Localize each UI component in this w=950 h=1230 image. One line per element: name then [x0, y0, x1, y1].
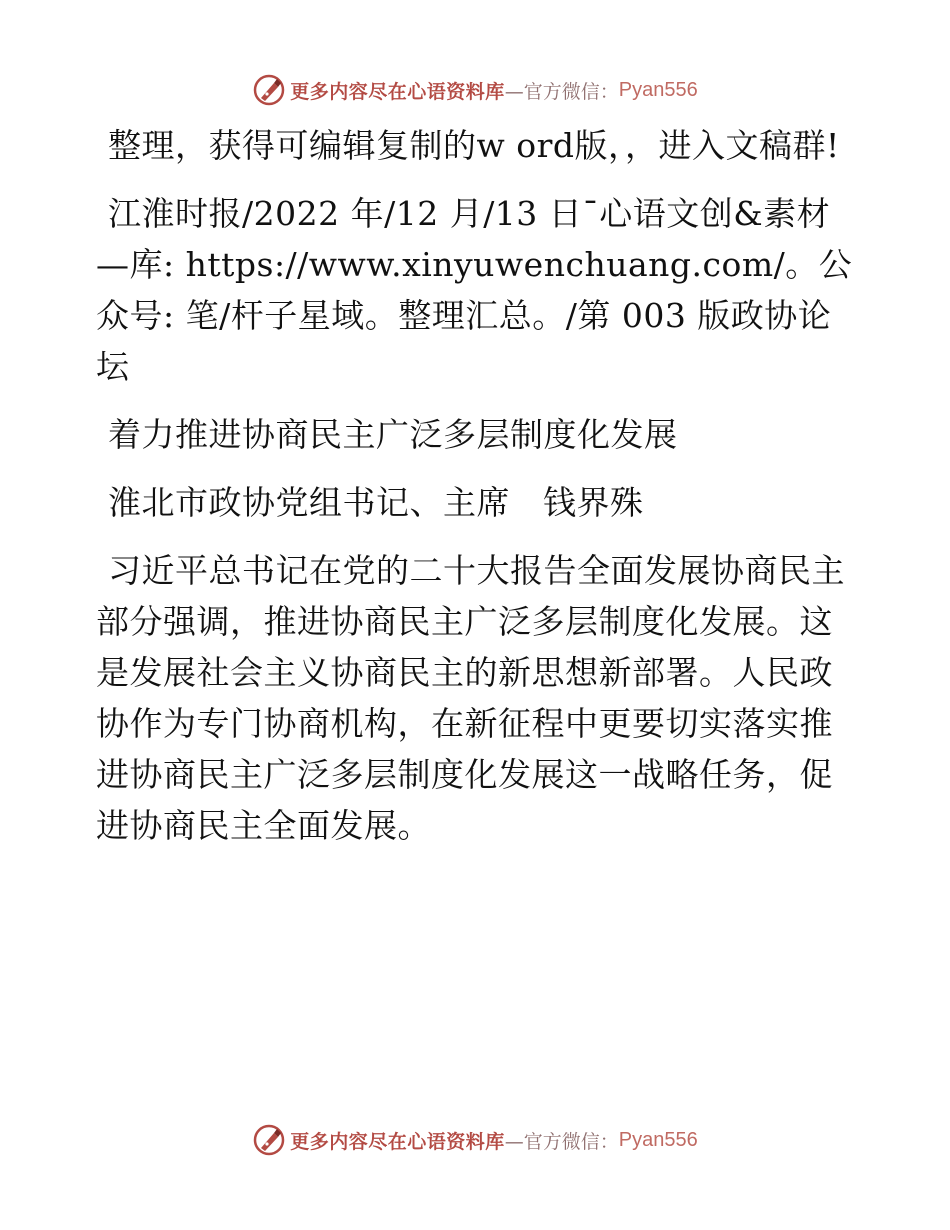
- banner-wechat-id: Pyan556: [618, 1128, 698, 1151]
- banner-sub-text: —官方微信：: [504, 80, 619, 103]
- article-author: 淮北市政协党组书记、主席 钱界殊: [108, 483, 644, 522]
- banner-main-text: 更多内容尽在心语资料库: [290, 80, 505, 103]
- intro-paragraph: 整理，获得可编辑复制的w ord版，，进入文稿群!: [108, 126, 840, 165]
- footer-watermark-banner: [0, 1120, 950, 1160]
- banner-sub-text: —官方微信：: [504, 1130, 619, 1153]
- article-title: 着力推进协商民主广泛多层制度化发展: [108, 415, 678, 454]
- header-watermark-banner: [0, 70, 950, 110]
- pen-nib-logo-icon: [252, 1123, 286, 1157]
- document-body: [96, 120, 856, 868]
- source-paragraph: 江淮时报/2022 年/12 月/13 日¯心语文创&素材—库: https://www.xinyuwenchuang.com/。公众号: 笔/杆子星域。整理汇总。/第 003 版政协论坛: [96, 194, 853, 386]
- banner-main-text: 更多内容尽在心语资料库: [290, 1130, 505, 1153]
- pen-nib-logo-icon: [252, 73, 286, 107]
- banner-wechat-id: Pyan556: [618, 78, 698, 101]
- body-paragraph: 习近平总书记在党的二十大报告全面发展协商民主部分强调，推进协商民主广泛多层制度化发展。这是发展社会主义协商民主的新思想新部署。人民政协作为专门协商机构，在新征程中更要切实落实推进协商民主广泛多层制度化发展这一战略任务，促进协商民主全面发展。: [96, 551, 845, 845]
